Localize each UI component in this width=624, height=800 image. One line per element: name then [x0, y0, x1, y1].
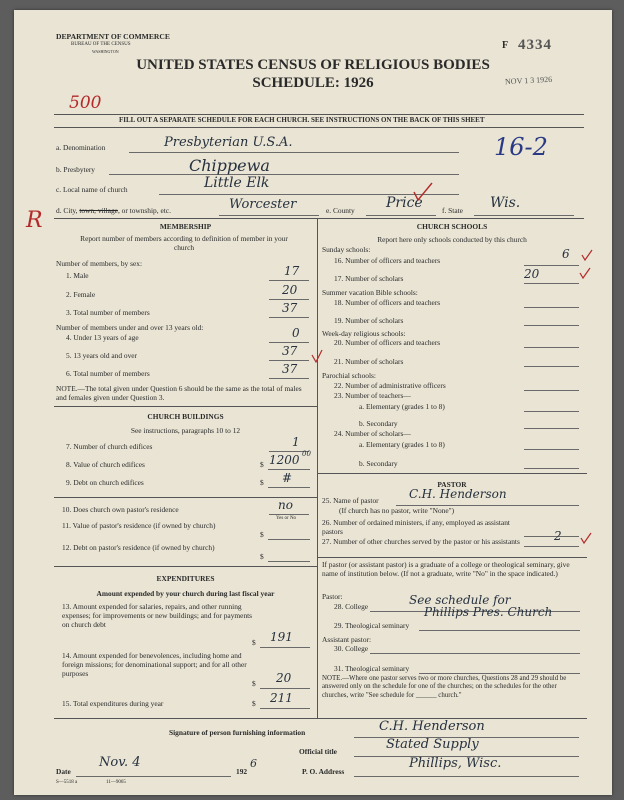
bureau-label: BUREAU OF THE CENSUS — [71, 42, 131, 47]
q17-value: 20 — [524, 267, 540, 281]
q9-value: # — [282, 471, 293, 485]
q29-value: Phillips Pres. Church — [424, 605, 553, 619]
official-title-value: Stated Supply — [386, 737, 479, 752]
county-value: Price — [386, 195, 423, 211]
q12-dollar: $ — [260, 552, 264, 561]
schools-heading: CHURCH SCHOOLS — [416, 222, 488, 231]
q24a-label: a. Elementary (grades 1 to 8) — [359, 440, 445, 449]
q6-value: 37 — [282, 362, 298, 376]
q15-label: 15. Total expenditures during year — [62, 699, 164, 708]
date-value: Nov. 4 — [99, 755, 141, 770]
q15-dollar: $ — [252, 699, 256, 708]
local-name-label: c. Local name of church — [56, 185, 128, 194]
date-label: Date — [56, 767, 71, 776]
q7-value: 1 — [292, 435, 300, 449]
q1-label: 1. Male — [66, 271, 89, 280]
q1-value: 17 — [284, 264, 300, 278]
q29-label: 29. Theological seminary — [334, 621, 410, 630]
parochial-schools-label: Parochial schools: — [322, 371, 376, 380]
denomination-code-mark: 16-2 — [494, 133, 548, 161]
q19-label: 19. Number of scholars — [334, 316, 404, 325]
presbytery-label: b. Presbytery — [56, 165, 95, 174]
q23a-label: a. Elementary (grades 1 to 8) — [359, 402, 445, 411]
membership-sex-label: Number of members, by sex: — [56, 259, 142, 268]
signature-value: C.H. Henderson — [379, 719, 485, 734]
q24-label: 24. Number of scholars— — [334, 429, 411, 438]
buildings-heading: CHURCH BUILDINGS — [147, 412, 224, 421]
q2-label: 2. Female — [66, 290, 96, 299]
q3-label: 3. Total number of members — [66, 308, 150, 317]
q23-label: 23. Number of teachers— — [334, 391, 411, 400]
q5-label: 5. 13 years old and over — [66, 351, 138, 360]
pastor-label: Pastor: — [322, 592, 343, 601]
q7-label: 7. Number of church edifices — [66, 442, 153, 451]
city-label: WASHINGTON — [92, 49, 119, 54]
sunday-schools-label: Sunday schools: — [322, 245, 371, 254]
q15-value: 211 — [270, 691, 293, 705]
q23b-label: b. Secondary — [359, 419, 398, 428]
q27-value: 2 — [554, 529, 562, 543]
weekday-schools-label: Week-day religious schools: — [322, 329, 406, 338]
q30-label: 30. College — [334, 644, 369, 653]
q13-label: 13. Amount expended for salaries, repairs, and other running expenses; for improvements or new buildings; and for payments on church debt — [62, 602, 253, 629]
buildings-sub: See instructions, paragraphs 10 to 12 — [130, 426, 241, 435]
q27-label: 27. Number of other churches served by the pastor or his assistants — [322, 537, 520, 546]
census-schedule-sheet — [14, 10, 612, 795]
yes-no-hint: Yes or No — [276, 516, 297, 521]
q9-dollar: $ — [260, 478, 264, 487]
received-date-stamp: NOV 1 3 1926 — [504, 74, 553, 87]
q13-dollar: $ — [252, 638, 256, 647]
q6-label: 6. Total number of members — [66, 369, 150, 378]
check-mark-icon — [581, 533, 591, 543]
membership-age-label: Number of members under and over 13 years old: — [56, 323, 204, 332]
po-address-value: Phillips, Wisc. — [409, 756, 502, 771]
state-value: Wis. — [490, 195, 521, 211]
presbytery-value: Chippewa — [189, 156, 270, 175]
q28-value: See schedule for — [409, 593, 511, 607]
q25-label: 25. Name of pastor — [322, 496, 379, 505]
q28-label: 28. College — [334, 602, 369, 611]
q16-label: 16. Number of officers and teachers — [334, 256, 441, 265]
footer-code-2: 11—9065 — [106, 780, 126, 785]
membership-heading: MEMBERSHIP — [159, 222, 212, 231]
city-label-pre: d. City, — [56, 206, 78, 215]
q18-label: 18. Number of officers and teachers — [334, 298, 441, 307]
schedule-title: SCHEDULE: 1926 — [252, 75, 374, 91]
expenditures-heading: EXPENDITURES — [156, 574, 215, 583]
po-address-label: P. O. Address — [302, 767, 345, 776]
department-label: DEPARTMENT OF COMMERCE — [56, 32, 170, 41]
q12-label: 12. Debt on pastor's residence (if owned by church) — [62, 543, 215, 552]
graduate-note: If pastor (or assistant pastor) is a graduate of a college or theological seminary, give name of institution below. (If not a graduate, write "No" in the space indicated.) — [322, 560, 570, 578]
city-label-post: , or township, etc. — [117, 206, 171, 215]
year-prefix: 192 — [236, 767, 248, 776]
membership-intro: Report number of members according to definition of member in your church — [80, 234, 288, 252]
q5-value: 37 — [282, 344, 298, 358]
membership-note: NOTE.—The total given under Question 6 should be the same as the total of males and females given under Question 3. — [56, 384, 302, 402]
expenditures-sub: Amount expended by your church during last fiscal year — [96, 589, 275, 598]
official-title-label: Official title — [299, 747, 337, 756]
q17-label: 17. Number of scholars — [334, 274, 404, 283]
q10-label: 10. Does church own pastor's residence — [62, 505, 179, 514]
footer-code-1: S—5518 a — [56, 780, 78, 785]
county-label: e. County — [326, 206, 355, 215]
q8-label: 8. Value of church edifices — [66, 460, 145, 469]
q10-value: no — [278, 498, 293, 512]
check-mark-icon — [582, 250, 592, 260]
q8-cents: 00 — [302, 450, 311, 458]
year-suffix: 6 — [250, 757, 257, 770]
q20-label: 20. Number of officers and teachers — [334, 338, 441, 347]
denomination-value: Presbyterian U.S.A. — [164, 135, 293, 150]
form-number: 4334 — [518, 37, 552, 53]
local-name-value: Little Elk — [204, 175, 270, 191]
state-label: f. State — [442, 206, 463, 215]
signature-label: Signature of person furnishing information — [169, 728, 306, 737]
q8-value: 1200 — [269, 453, 300, 467]
city-label-struck: town, village — [79, 206, 118, 215]
q14-dollar: $ — [252, 679, 256, 688]
q22-label: 22. Number of administrative officers — [334, 381, 446, 390]
q8-dollar: $ — [260, 460, 264, 469]
q11-dollar: $ — [260, 530, 264, 539]
q13-value: 191 — [270, 630, 293, 644]
q24b-label: b. Secondary — [359, 459, 398, 468]
check-mark-icon — [312, 350, 322, 362]
q9-label: 9. Debt on church edifices — [66, 478, 144, 487]
margin-mark: R — [26, 208, 43, 233]
q21-label: 21. Number of scholars — [334, 357, 404, 366]
denomination-label: a. Denomination — [56, 143, 106, 152]
q25-value: C.H. Henderson — [409, 487, 507, 501]
q25-note: (If church has no pastor, write "None") — [339, 506, 455, 515]
city-value: Worcester — [229, 197, 297, 212]
q14-value: 20 — [276, 671, 292, 685]
q4-label: 4. Under 13 years of age — [66, 333, 139, 342]
check-mark-icon — [414, 183, 432, 200]
assistant-label: Assistant pastor: — [322, 635, 372, 644]
q31-label: 31. Theological seminary — [334, 664, 410, 673]
q16-value: 6 — [562, 247, 570, 261]
vacation-schools-label: Summer vacation Bible schools: — [322, 288, 418, 297]
q4-value: 0 — [292, 326, 300, 340]
pastor-note: NOTE.—Where one pastor serves two or more churches, Questions 28 and 29 should be answered only on the schedule for one of the churches; on the schedules for the other churches, write "See schedule for ______ church." — [322, 675, 567, 699]
pastor-heading: PASTOR — [437, 480, 467, 489]
q3-value: 37 — [282, 301, 298, 315]
form-prefix: F — [502, 40, 509, 51]
census-title: UNITED STATES CENSUS OF RELIGIOUS BODIES — [136, 57, 490, 73]
q14-label: 14. Amount expended for benevolences, including home and foreign missions; for denominational support; and for all other purposes — [62, 651, 247, 678]
q2-value: 20 — [282, 283, 298, 297]
q11-label: 11. Value of pastor's residence (if owned by church) — [62, 521, 216, 530]
check-mark-icon — [580, 268, 590, 278]
separate-schedule-instruction: FILL OUT A SEPARATE SCHEDULE FOR EACH CHURCH. SEE INSTRUCTIONS ON THE BACK OF THIS SHEET — [119, 116, 485, 124]
check-marks-overlay — [14, 10, 612, 795]
schools-intro: Report here only schools conducted by this church — [377, 235, 527, 244]
handwritten-number: 500 — [69, 93, 102, 113]
q26-label: 26. Number of ordained ministers, if any, employed as assistant pastors — [322, 518, 510, 536]
